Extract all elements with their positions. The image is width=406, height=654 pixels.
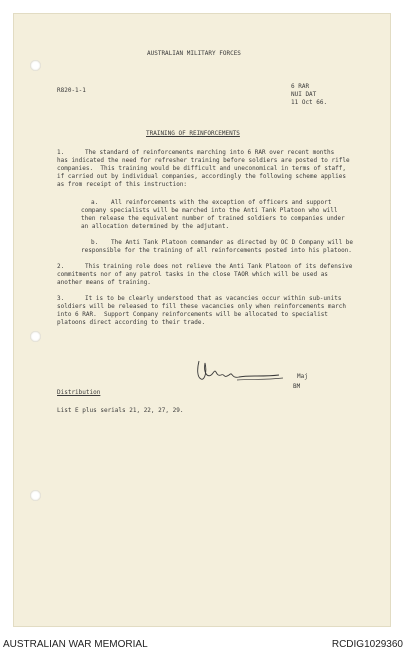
para1b-line1: The Anti Tank Platoon commander as directed by OC D Company will be	[111, 239, 354, 246]
para2-line1: This training role does not relieve the Anti Tank Platoon of its defensive	[85, 263, 353, 270]
archive-identifier: RCDIG1029360	[331, 639, 403, 650]
para3-line4: platoons direct according to their trade.	[57, 319, 206, 326]
location: NUI DAT	[291, 91, 317, 98]
file-reference: R820-1-1	[57, 87, 86, 94]
para1-line3: companies. This training would be difficult and uneconomical in terms of staff,	[57, 165, 346, 172]
para1a-line4: an allocation determined by the adjutant.	[81, 223, 230, 230]
para1a-line3: then release the equivalent number of trained soldiers to companies under	[81, 215, 345, 222]
distribution-title: Distribution	[57, 389, 101, 396]
header-title: AUSTRALIAN MILITARY FORCES	[147, 50, 241, 57]
distribution-list: List E plus serials 21, 22, 27, 29.	[57, 407, 184, 414]
para1b-label: b.	[91, 239, 99, 246]
date: 11 Oct 66.	[291, 99, 328, 106]
para1-line1: The standard of reinforcements marching into 6 RAR over recent months	[85, 149, 335, 156]
archive-footer	[0, 636, 406, 654]
para3-line3: into 6 RAR. Support Company reinforcements will be allocated to specialist	[57, 311, 328, 318]
para2-line2: commitments nor of any patrol tasks in the close TAOR which will be used as	[57, 271, 328, 278]
signatory-appointment: BM	[293, 383, 301, 390]
para2-line3: another means of training.	[57, 279, 151, 286]
document-page	[13, 13, 391, 627]
punch-hole-middle	[30, 331, 41, 342]
unit: 6 RAR	[291, 83, 310, 90]
para1-line2: has indicated the need for refresher training before soldiers are posted to rifle	[57, 157, 350, 164]
para1a-line1: All reinforcements with the exception of officers and support	[111, 199, 332, 206]
signatory-rank: Maj	[297, 373, 308, 380]
para1b-line2: responsible for the training of all reinforcements posted into his platoon.	[81, 247, 352, 254]
para1-line5: as from receipt of this instruction:	[57, 181, 188, 188]
archive-name: AUSTRALIAN WAR MEMORIAL	[3, 639, 148, 650]
para1a-label: a.	[91, 199, 99, 206]
document-title: TRAINING OF REINFORCEMENTS	[146, 130, 240, 137]
para1a-line2: company specialists will be marched into the Anti Tank Platoon who will	[81, 207, 338, 214]
punch-hole-bottom	[30, 490, 41, 501]
para3-number: 3.	[57, 295, 65, 302]
para3-line1: It is to be clearly understood that as vacancies occur within sub-units	[85, 295, 342, 302]
para1-line4: if carried out by individual companies, accordingly the following scheme applies	[57, 173, 346, 180]
para1-number: 1.	[57, 149, 65, 156]
handwritten-signature	[193, 353, 293, 389]
para2-number: 2.	[57, 263, 65, 270]
para3-line2: soldiers will be released to fill these vacancies only when reinforcements march	[57, 303, 346, 310]
punch-hole-top	[30, 60, 41, 71]
